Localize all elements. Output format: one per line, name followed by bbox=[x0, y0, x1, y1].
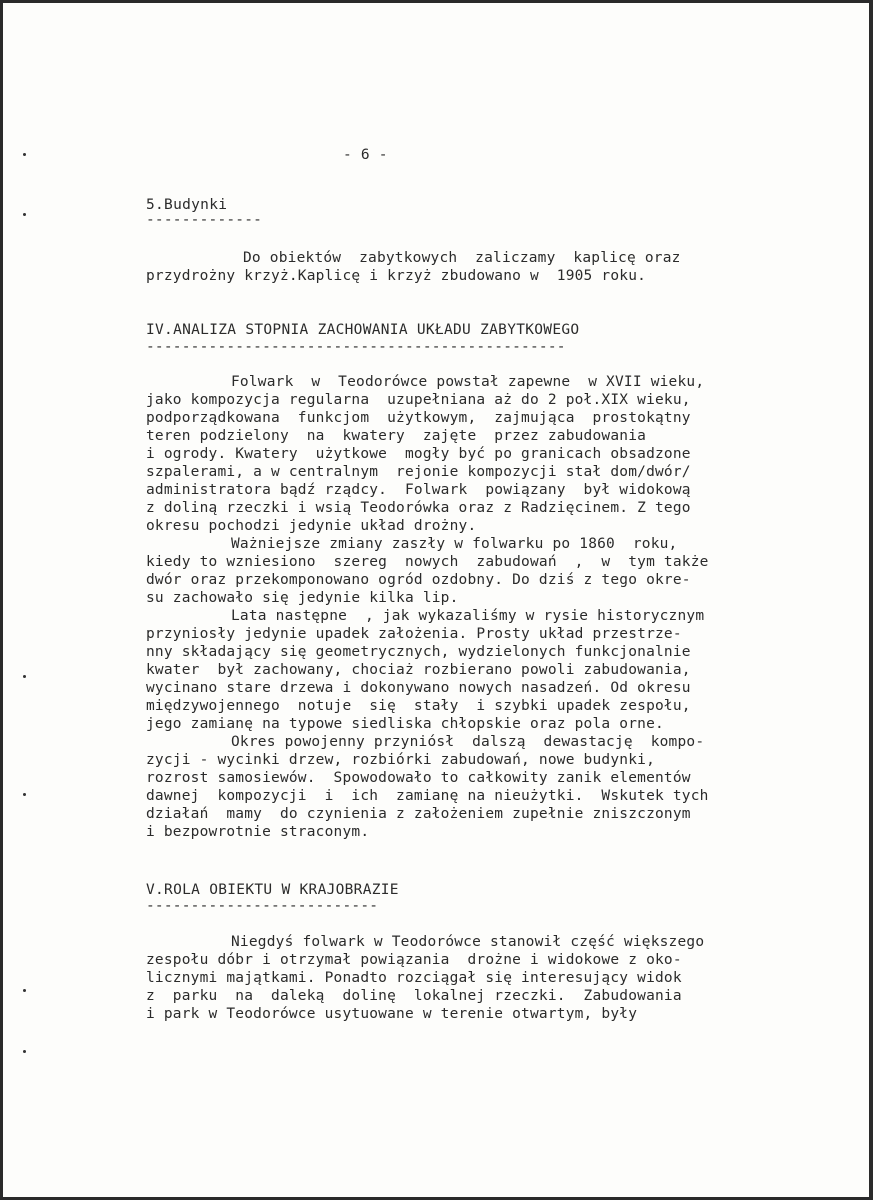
text-line: dawnej kompozycji i ich zamianę na nieużytki. Wskutek tych bbox=[146, 788, 709, 804]
text-line: nny składający się geometrycznych, wydzielonych funkcjonalnie bbox=[146, 644, 691, 660]
text-line: jego zamianę na typowe siedliska chłopskie oraz pola orne. bbox=[146, 716, 664, 732]
text-line: dwór oraz przekomponowano ogród ozdobny. Do dziś z tego okre- bbox=[146, 572, 691, 588]
text-line: Ważniejsze zmiany zaszły w folwarku po 1860 roku, bbox=[231, 536, 678, 552]
text-line: przydrożny krzyż.Kaplicę i krzyż zbudowano w 1905 roku. bbox=[146, 268, 647, 284]
page-number: - 6 - bbox=[343, 147, 388, 163]
text-line: z doliną rzeczki i wsią Teodorówka oraz z Radzięcinem. Z tego bbox=[146, 500, 691, 516]
section-heading: 5.Budynki bbox=[146, 197, 228, 213]
binder-dot bbox=[23, 213, 26, 216]
section-underline: ------------- bbox=[146, 212, 263, 228]
text-line: teren podzielony na kwatery zajęte przez zabudowania bbox=[146, 428, 647, 444]
document-page bbox=[3, 3, 869, 1197]
text-line: przyniosły jedynie upadek założenia. Prosty układ przestrze- bbox=[146, 626, 682, 642]
binder-dot bbox=[23, 153, 26, 156]
text-line: z parku na daleką dolinę lokalnej rzeczki. Zabudowania bbox=[146, 988, 682, 1004]
text-line: kiedy to wzniesiono szereg nowych zabudowań , w tym także bbox=[146, 554, 709, 570]
binder-dot bbox=[23, 989, 26, 992]
text-line: zycji - wycinki drzew, rozbiórki zabudowań, nowe budynki, bbox=[146, 752, 655, 768]
text-line: podporządkowana funkcjom użytkowym, zajmująca prostokątny bbox=[146, 410, 691, 426]
text-line: Folwark w Teodorówce powstał zapewne w XVII wieku, bbox=[231, 374, 705, 390]
text-line: Lata następne , jak wykazaliśmy w rysie historycznym bbox=[231, 608, 705, 624]
text-line: jako kompozycja regularna uzupełniana aż do 2 poł.XIX wieku, bbox=[146, 392, 691, 408]
text-line: międzywojennego notuje się stały i szybki upadek zespołu, bbox=[146, 698, 691, 714]
text-line: Do obiektów zabytkowych zaliczamy kaplicę oraz bbox=[243, 250, 681, 266]
text-line: i ogrody. Kwatery użytkowe mogły być po granicach obsadzone bbox=[146, 446, 691, 462]
binder-dot bbox=[23, 675, 26, 678]
text-line: licznymi majątkami. Ponadto rozciągał się interesujący widok bbox=[146, 970, 682, 986]
text-line: Niegdyś folwark w Teodorówce stanowił część większego bbox=[231, 934, 705, 950]
text-line: zespołu dóbr i otrzymał powiązania drożne i widokowe z oko- bbox=[146, 952, 682, 968]
text-line: kwater był zachowany, chociaż rozbierano powoli zabudowania, bbox=[146, 662, 691, 678]
section-underline: ----------------------------------------------- bbox=[146, 339, 566, 355]
text-line: i park w Teodorówce usytuowane w terenie otwartym, były bbox=[146, 1006, 638, 1022]
text-line: okresu pochodzi jedynie układ drożny. bbox=[146, 518, 477, 534]
binder-dot bbox=[23, 1050, 26, 1053]
section-heading: V.ROLA OBIEKTU W KRAJOBRAZIE bbox=[146, 882, 399, 898]
section-underline: -------------------------- bbox=[146, 898, 379, 914]
text-line: i bezpowrotnie straconym. bbox=[146, 824, 370, 840]
text-line: wycinano stare drzewa i dokonywano nowych nasadzeń. Od okresu bbox=[146, 680, 691, 696]
text-line: administratora bądź rządcy. Folwark powiązany był widokową bbox=[146, 482, 691, 498]
text-line: działań mamy do czynienia z założeniem zupełnie zniszczonym bbox=[146, 806, 691, 822]
text-line: su zachowało się jedynie kilka lip. bbox=[146, 590, 459, 606]
text-line: Okres powojenny przyniósł dalszą dewastację kompo- bbox=[231, 734, 705, 750]
text-line: rozrost samosiewów. Spowodowało to całkowity zanik elementów bbox=[146, 770, 691, 786]
binder-dot bbox=[23, 793, 26, 796]
section-heading: IV.ANALIZA STOPNIA ZACHOWANIA UKŁADU ZABYTKOWEGO bbox=[146, 322, 580, 338]
text-line: szpalerami, a w centralnym rejonie kompozycji stał dom/dwór/ bbox=[146, 464, 691, 480]
